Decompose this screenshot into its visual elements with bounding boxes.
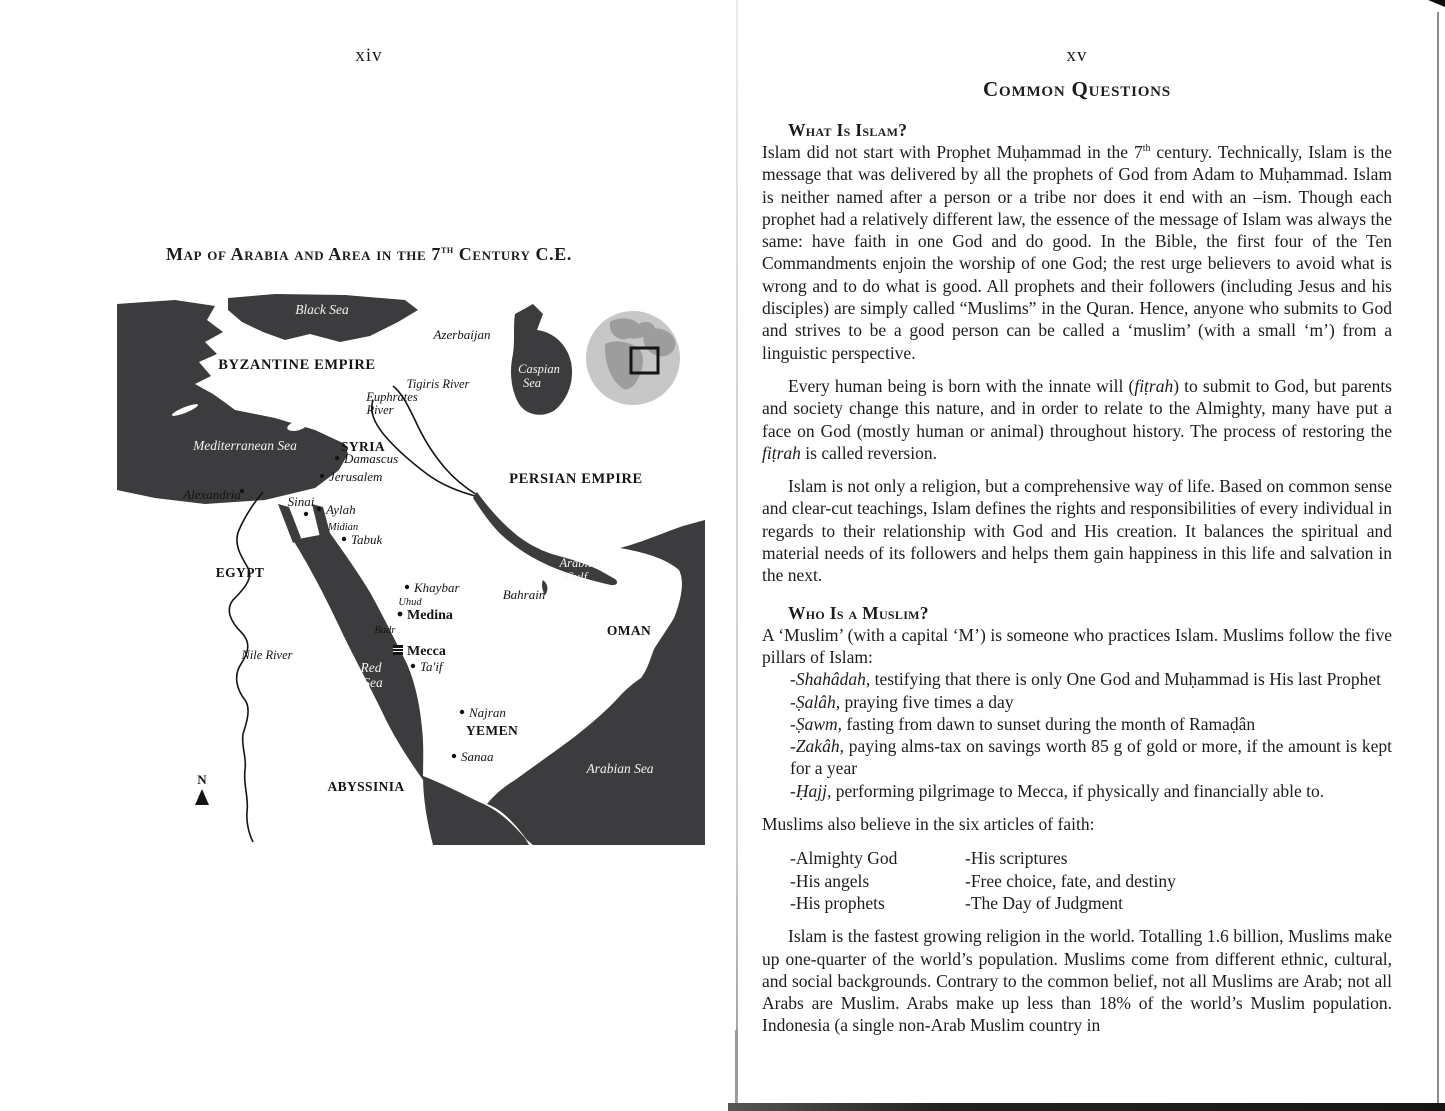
right-page-content bbox=[762, 0, 1392, 1037]
para2-text-c: is called reversion. bbox=[800, 442, 937, 463]
mecca-kaaba-icon bbox=[393, 645, 403, 655]
pillar-hajj bbox=[790, 780, 1392, 802]
euphrates-river-label-1: Euphrates bbox=[366, 390, 418, 404]
sanaa-label: Sanaa bbox=[461, 749, 494, 764]
taif-label: Ta'if bbox=[420, 659, 443, 674]
sanaa-marker bbox=[452, 754, 456, 758]
caspian-sea-shape bbox=[511, 304, 572, 415]
black-sea-label: Black Sea bbox=[295, 302, 349, 317]
map-title-superscript: th bbox=[440, 244, 454, 256]
compass-arrow-icon bbox=[195, 789, 209, 805]
khaybar-marker bbox=[405, 585, 409, 589]
sinai-marker bbox=[304, 512, 308, 516]
aylah-marker bbox=[317, 507, 321, 511]
section-heading-who-is-a-muslim: Who Is a Muslim? bbox=[788, 602, 929, 623]
medina-marker bbox=[398, 612, 403, 617]
khaybar-label: Khaybar bbox=[414, 580, 460, 595]
paragraph-closing bbox=[762, 925, 1392, 1036]
pillar-salah-text: praying five times a day bbox=[840, 691, 1014, 712]
mecca-label: Mecca bbox=[407, 644, 446, 659]
caspian-sea-label-2: Sea bbox=[522, 376, 542, 390]
page-bottom-edge bbox=[728, 1103, 1445, 1111]
pillar-zakah-term: -Zakâh, bbox=[790, 736, 844, 757]
alexandria-label: Alexandria bbox=[183, 487, 241, 502]
arabia-map bbox=[115, 292, 705, 847]
paragraph-muslim-intro: A ‘Muslim’ (with a capital ‘M’) is someone who practices Islam. Muslims follow the five pillars of Islam: bbox=[762, 624, 1392, 667]
bahrain-label: Bahrain bbox=[502, 587, 546, 602]
medina-label: Medina bbox=[407, 608, 453, 623]
right-page bbox=[738, 0, 1445, 1111]
najran-marker bbox=[460, 710, 464, 714]
persian-gulf-shape bbox=[473, 492, 617, 585]
persian-empire-label: PERSIAN EMPIRE bbox=[509, 471, 643, 487]
arabian-gulf-label-2: Gulf bbox=[564, 570, 588, 584]
arabian-sea-label: Arabian Sea bbox=[586, 761, 654, 776]
uhud-label: Uhud bbox=[398, 597, 422, 608]
para1-superscript: th bbox=[1142, 143, 1151, 155]
map-title-text: Map of Arabia and Area in the 7 bbox=[166, 244, 441, 264]
article-almighty-god: -Almighty God bbox=[790, 848, 898, 869]
arabian-gulf-label-1: Arabian bbox=[559, 556, 601, 570]
article-his-angels: -His angels bbox=[790, 870, 870, 891]
taif-marker bbox=[411, 664, 415, 668]
compass-north-label: N bbox=[197, 772, 207, 787]
articles-row-3 bbox=[790, 892, 1392, 914]
article-his-prophets: -His prophets bbox=[790, 892, 885, 913]
para1-text-b: century. Technically, Islam is the message that was delivered by all the prophets of God from Adam to Muḥammad. Islam is neither named after a person or a tribe nor does it end with an –ism. Though each prophet had a relatively different law, the essence of the message of Islam was always the same: have faith in one God and do good. In the Bible, the first four of the Ten Commandments enjoin the worship of one God; the rest urge believers to avoid what is wrong and to do what is good. All prophets and their followers (including Jesus and his disciples) are simply called “Muslims” in the Quran. Hence, anyone who submits to God and strives to be a good person can be called a ‘muslim’ (with a small ‘m’) from a linguistic perspective. bbox=[762, 142, 1392, 363]
red-sea-label-1: Red bbox=[360, 660, 382, 675]
paragraph-way-of-life bbox=[762, 475, 1392, 586]
mediterranean-sea-label: Mediterranean Sea bbox=[193, 438, 297, 453]
para2-italic-fitrah-1: fiṭrah bbox=[1134, 375, 1174, 396]
arabia-map-svg bbox=[115, 292, 705, 847]
para1-text-a: Islam did not start with Prophet Muḥammad in the 7 bbox=[762, 142, 1143, 162]
right-page-number: xv bbox=[1066, 45, 1088, 66]
damascus-marker bbox=[335, 456, 339, 460]
abyssinia-label: ABYSSINIA bbox=[327, 779, 405, 794]
articles-row-2 bbox=[790, 870, 1392, 892]
article-his-scriptures: -His scriptures bbox=[965, 848, 1068, 869]
yemen-label: YEMEN bbox=[465, 723, 519, 738]
paragraph-what-is-islam-1 bbox=[762, 141, 1392, 364]
pillar-sawm-term: -Ṣawm, bbox=[790, 713, 843, 734]
caspian-sea-label-1: Caspian bbox=[518, 362, 560, 376]
pillar-salah-term: -Ṣalâh, bbox=[790, 691, 841, 712]
article-free-choice: -Free choice, fate, and destiny bbox=[965, 870, 1176, 891]
pillar-sawm bbox=[790, 713, 1392, 735]
chapter-title: Common Questions bbox=[983, 77, 1171, 101]
paragraph-fitrah bbox=[762, 375, 1392, 464]
articles-row-1 bbox=[790, 847, 1392, 869]
jerusalem-marker bbox=[320, 474, 324, 478]
page-right-edge bbox=[1437, 12, 1439, 1104]
page-gutter-shadow bbox=[736, 0, 738, 1111]
para3-text: Islam is not only a religion, but a comprehensive way of life. Based on common sense and clear-cut teachings, Islam defines the rights and responsibilities of every individual in regards to their relationship with God and His creation. It balances the spiritual and material needs of its followers and helps them gain happiness in this life and salvation in the next. bbox=[762, 476, 1392, 586]
page-gutter-shadow-bottom bbox=[735, 1030, 738, 1111]
gulf-of-suez-shape bbox=[278, 504, 301, 543]
syria-label: SYRIA bbox=[340, 439, 386, 454]
map-title bbox=[0, 244, 738, 265]
pillar-shahadah-term: -Shahâdah, bbox=[790, 669, 871, 690]
articles-of-faith-list bbox=[790, 847, 1392, 914]
nile-river-line bbox=[229, 492, 263, 842]
pillar-hajj-text: performing pilgrimage to Mecca, if physically and financially able to. bbox=[831, 780, 1325, 801]
jerusalem-label: Jerusalem bbox=[329, 469, 383, 484]
pillar-zakah-text: paying alms-tax on savings worth 85 g of gold or more, if the amount is kept for a year bbox=[790, 736, 1392, 779]
badr-label: Badr bbox=[374, 625, 396, 636]
pillar-shahadah bbox=[790, 668, 1392, 690]
pillar-shahadah-text: testifying that there is only One God and Muḥammad is His last Prophet bbox=[870, 669, 1382, 690]
oman-label: OMAN bbox=[606, 623, 652, 638]
para2-text-b: ) to submit to God, but parents and society change this nature, and in order to relate to the Almighty, many have put a face on God (mostly human or animal) throughout history. The process of restoring the bbox=[762, 375, 1392, 441]
article-day-of-judgment: -The Day of Judgment bbox=[965, 892, 1123, 913]
euphrates-river-label-2: River bbox=[366, 403, 394, 417]
tigris-river-label: Tigiris River bbox=[406, 377, 470, 391]
midian-label: Midian bbox=[327, 522, 359, 533]
pillar-hajj-term: -Ḥajj, bbox=[790, 780, 832, 801]
azerbaijan-label: Azerbaijan bbox=[433, 327, 491, 342]
pillar-sawm-text: fasting from dawn to sunset during the month of Ramaḍân bbox=[842, 713, 1256, 734]
aylah-label: Aylah bbox=[326, 502, 356, 517]
sinai-label: Sinai bbox=[287, 494, 315, 509]
byzantine-empire-label: BYZANTINE EMPIRE bbox=[218, 357, 376, 373]
globe-inset bbox=[586, 311, 680, 405]
para2-italic-fitrah-2: fiṭrah bbox=[762, 442, 801, 463]
pillar-salah bbox=[790, 691, 1392, 713]
map-title-suffix: Century C.E. bbox=[453, 244, 572, 264]
left-page-number: xiv bbox=[355, 45, 383, 66]
page-corner-mark bbox=[1428, 0, 1445, 7]
egypt-label: EGYPT bbox=[215, 565, 265, 580]
para2-text-a: Every human being is born with the innate will ( bbox=[788, 375, 1135, 396]
damascus-label: Damascus bbox=[344, 451, 399, 466]
red-sea-label-2: Sea bbox=[363, 675, 383, 690]
closing-text: Islam is the fastest growing religion in the world. Totalling 1.6 billion, Muslims make up one-quarter of the world’s population. Muslims come from different ethnic, cultural, and social backgrounds. Contrary to the common belief, not all Muslims are Arab; not all Arabs are Muslim. Arabs make up less than 18% of the world’s Muslim population. Indonesia (a single non-Arab Muslim country in bbox=[762, 926, 1392, 1036]
tabuk-marker bbox=[342, 537, 346, 541]
nile-river-label: Nile River bbox=[241, 648, 293, 662]
najran-label: Najran bbox=[469, 705, 506, 720]
paragraph-articles-intro: Muslims also believe in the six articles of faith: bbox=[762, 814, 1095, 835]
section-heading-what-is-islam: What Is Islam? bbox=[788, 120, 908, 140]
tabuk-label: Tabuk bbox=[351, 532, 383, 547]
red-sea-shape bbox=[293, 533, 423, 780]
pillar-zakah bbox=[790, 735, 1392, 780]
